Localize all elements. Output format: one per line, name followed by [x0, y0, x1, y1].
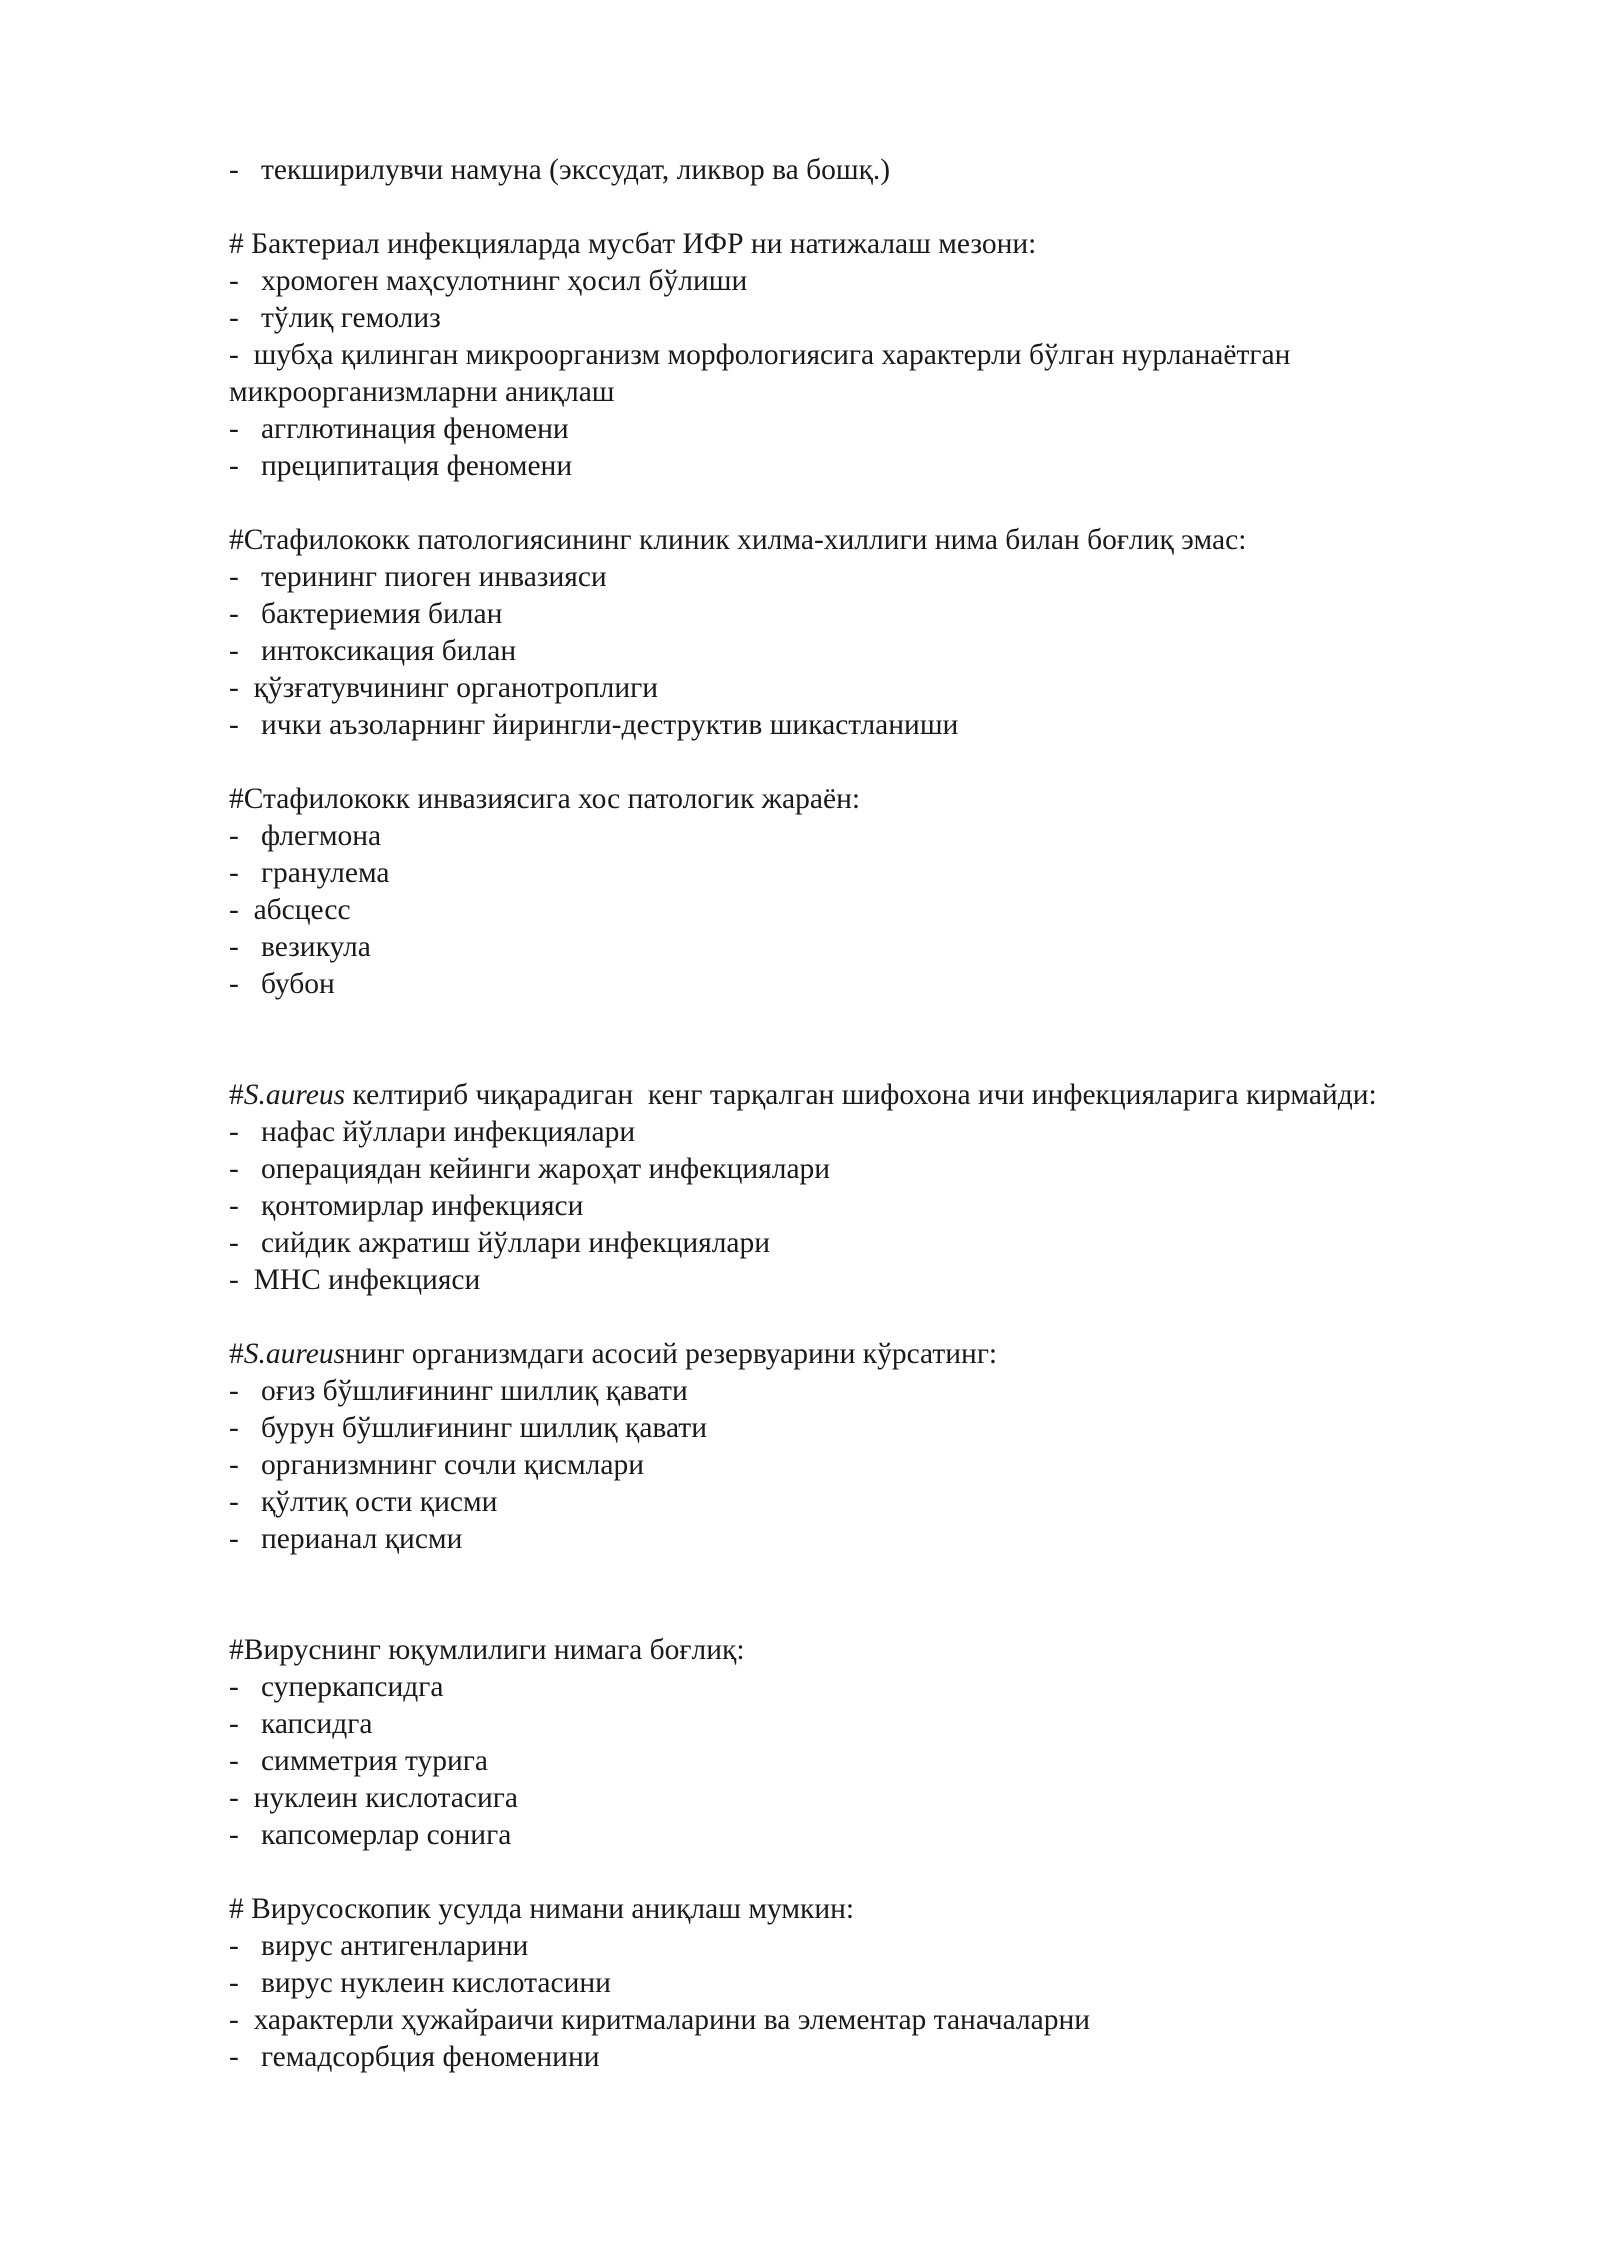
- answer-option: [229, 596, 1529, 633]
- line-text: - преципитация феномени: [229, 450, 573, 482]
- paragraph-spacer: [229, 1558, 1529, 1632]
- answer-option: [229, 818, 1529, 855]
- line-text: # Бактериал инфекцияларда мусбат ИФР ни натижалаш мезони:: [229, 228, 1037, 260]
- answer-option: [229, 1114, 1529, 1151]
- answer-option: [229, 1521, 1529, 1558]
- line-text: - бурун бўшлиғининг шиллиқ қавати: [229, 1412, 707, 1444]
- answer-option: [229, 374, 1529, 411]
- line-text: - бубон: [229, 968, 335, 1000]
- line-text: - текширилувчи намуна (экссудат, ликвор ва бошқ.): [229, 154, 891, 186]
- line-text: - перианал қисми: [229, 1523, 463, 1555]
- line-text: - симметрия турига: [229, 1745, 488, 1777]
- question-prefix: #: [229, 1338, 244, 1370]
- paragraph-spacer: [229, 189, 1529, 226]
- line-text: - капсомерлар сонига: [229, 1819, 512, 1851]
- question-heading: [229, 1077, 1529, 1114]
- answer-option: [229, 966, 1529, 1003]
- line-text: # Вирусоскопик усулда нимани аниқлаш мумкин:: [229, 1893, 855, 1925]
- line-text: - тўлиқ гемолиз: [229, 302, 441, 334]
- line-text: - суперкапсидга: [229, 1671, 444, 1703]
- line-text: - капсидга: [229, 1708, 373, 1740]
- answer-option: [229, 1484, 1529, 1521]
- line-text: - МНС инфекцияси: [229, 1264, 481, 1296]
- line-text: - вирус нуклеин кислотасини: [229, 1967, 611, 1999]
- line-text: - нафас йўллари инфекциялари: [229, 1116, 636, 1148]
- answer-option: [229, 1188, 1529, 1225]
- answer-option: [229, 707, 1529, 744]
- line-text: - қонтомирлар инфекцияси: [229, 1190, 584, 1222]
- line-text: - характерли ҳужайраичи киритмаларини ва элементар таначаларни: [229, 2004, 1091, 2036]
- question-heading: [229, 1632, 1529, 1669]
- line-text: - операциядан кейинги жароҳат инфекциялари: [229, 1153, 831, 1185]
- answer-option: [229, 1262, 1529, 1299]
- line-text: - сийдик ажратиш йўллари инфекциялари: [229, 1227, 771, 1259]
- answer-option: [229, 855, 1529, 892]
- answer-option: [229, 1373, 1529, 1410]
- answer-option: [229, 152, 1529, 189]
- line-text: - терининг пиоген инвазияси: [229, 561, 607, 593]
- line-text: - интоксикация билан: [229, 635, 517, 667]
- answer-option: [229, 1928, 1529, 1965]
- answer-option: [229, 670, 1529, 707]
- answer-option: [229, 1225, 1529, 1262]
- line-text: - шубҳа қилинган микроорганизм морфологиясига характерли бўлган нурланаётган: [229, 339, 1291, 371]
- line-text: келтириб чиқарадиган кенг тарқалган шифохона ичи инфекцияларига кирмайди:: [345, 1079, 1377, 1111]
- line-text: - хромоген маҳсулотнинг ҳосил бўлиши: [229, 265, 748, 297]
- answer-option: [229, 559, 1529, 596]
- answer-option: [229, 300, 1529, 337]
- answer-option: [229, 1706, 1529, 1743]
- answer-option: [229, 633, 1529, 670]
- paragraph-spacer: [229, 485, 1529, 522]
- line-text: - флегмона: [229, 820, 382, 852]
- line-text: - гемадсорбция феноменини: [229, 2041, 600, 2073]
- species-name: S.aureus: [243, 1338, 346, 1370]
- line-text: - везикула: [229, 931, 371, 963]
- answer-option: [229, 892, 1529, 929]
- question-heading: [229, 1891, 1529, 1928]
- question-heading: [229, 781, 1529, 818]
- answer-option: [229, 2002, 1529, 2039]
- paragraph-spacer: [229, 1299, 1529, 1336]
- species-name: S.aureus: [243, 1079, 346, 1111]
- answer-option: [229, 337, 1529, 374]
- answer-option: [229, 1965, 1529, 2002]
- line-text: - агглютинация феномени: [229, 413, 569, 445]
- line-text: - оғиз бўшлиғининг шиллиқ қавати: [229, 1375, 688, 1407]
- answer-option: [229, 1410, 1529, 1447]
- paragraph-spacer: [229, 744, 1529, 781]
- line-text: - ички аъзоларнинг йирингли-деструктив шикастланиши: [229, 709, 959, 741]
- answer-option: [229, 1743, 1529, 1780]
- line-text: - вирус антигенларини: [229, 1930, 529, 1962]
- line-text: - гранулема: [229, 857, 390, 889]
- line-text: - бактериемия билан: [229, 598, 503, 630]
- answer-option: [229, 1780, 1529, 1817]
- line-text: микроорганизмларни аниқлаш: [229, 376, 615, 408]
- question-heading: [229, 1336, 1529, 1373]
- line-text: - қўзғатувчининг органотроплиги: [229, 672, 659, 704]
- question-prefix: #: [229, 1079, 244, 1111]
- line-text: - қўлтиқ ости қисми: [229, 1486, 498, 1518]
- answer-option: [229, 2039, 1529, 2076]
- line-text: #Вируснинг юқумлилиги нимага боғлиқ:: [229, 1634, 745, 1666]
- line-text: #Стафилококк патологиясининг клиник хилма-хиллиги нима билан боғлиқ эмас:: [229, 524, 1247, 556]
- answer-option: [229, 929, 1529, 966]
- answer-option: [229, 411, 1529, 448]
- line-text: - организмнинг сочли қисмлари: [229, 1449, 644, 1481]
- answer-option: [229, 1817, 1529, 1854]
- answer-option: [229, 448, 1529, 485]
- paragraph-spacer: [229, 1003, 1529, 1077]
- line-text: - нуклеин кислотасига: [229, 1782, 518, 1814]
- line-text: - абсцесс: [229, 894, 351, 926]
- answer-option: [229, 1447, 1529, 1484]
- answer-option: [229, 263, 1529, 300]
- question-heading: [229, 522, 1529, 559]
- paragraph-spacer: [229, 1854, 1529, 1891]
- line-text: нинг организмдаги асосий резервуарини кўрсатинг:: [345, 1338, 998, 1370]
- question-heading: [229, 226, 1529, 263]
- line-text: #Стафилококк инвазиясига хос патологик жараён:: [229, 783, 861, 815]
- document-body: [229, 152, 1529, 2076]
- answer-option: [229, 1151, 1529, 1188]
- answer-option: [229, 1669, 1529, 1706]
